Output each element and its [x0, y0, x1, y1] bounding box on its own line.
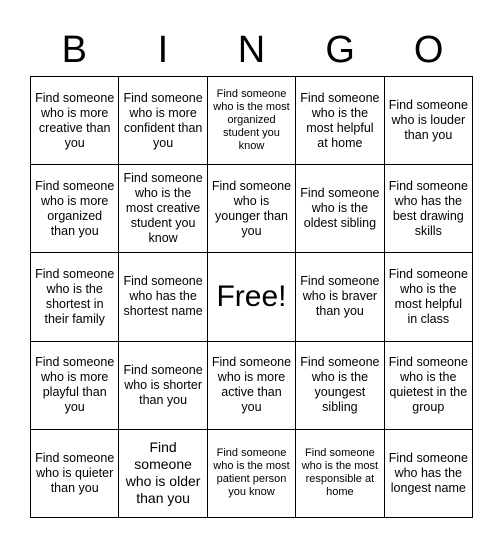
cell-text: Find someone who has the longest name — [388, 450, 468, 495]
bingo-cell[interactable] — [208, 342, 296, 430]
cell-text: Find someone who is quieter than you — [35, 450, 115, 495]
bingo-cell[interactable] — [385, 253, 473, 341]
bingo-cell[interactable] — [296, 165, 384, 253]
cell-text: Find someone who is the most responsible at home — [301, 447, 379, 499]
bingo-cell[interactable] — [385, 165, 473, 253]
bingo-cell[interactable] — [119, 77, 207, 165]
free-space-cell[interactable] — [208, 253, 296, 341]
header-letter-g: G — [325, 28, 355, 71]
bingo-cell[interactable] — [296, 342, 384, 430]
bingo-cell[interactable] — [119, 165, 207, 253]
bingo-cell[interactable] — [208, 430, 296, 518]
cell-text: Find someone who is more active than you — [211, 355, 292, 415]
cell-text: Find someone who is the shortest in their family — [35, 266, 115, 326]
bingo-cell[interactable] — [31, 77, 119, 165]
cell-text: Find someone who is younger than you — [211, 178, 292, 238]
bingo-cell[interactable] — [119, 430, 207, 518]
bingo-board — [30, 76, 473, 518]
cell-text: Find someone who is the most patient person you know — [213, 447, 290, 499]
cell-text: Find someone who is more confident than you — [123, 90, 203, 150]
bingo-cell[interactable] — [119, 342, 207, 430]
bingo-cell[interactable] — [208, 165, 296, 253]
bingo-cell[interactable] — [31, 165, 119, 253]
bingo-cell[interactable] — [385, 77, 473, 165]
cell-text: Find someone who has the best drawing skills — [388, 178, 468, 238]
cell-text: Find someone who is the oldest sibling — [300, 186, 380, 231]
cell-text: Find someone who is braver than you — [300, 274, 380, 319]
cell-text: Find someone who is the most organized student you know — [213, 88, 290, 153]
bingo-cell[interactable] — [385, 342, 473, 430]
bingo-cell[interactable] — [31, 430, 119, 518]
cell-text: Find someone who is the most creative student you know — [123, 171, 203, 246]
bingo-cell[interactable] — [31, 342, 119, 430]
cell-text: Find someone who has the shortest name — [123, 274, 203, 319]
bingo-cell[interactable] — [296, 430, 384, 518]
cell-text: Find someone who is more creative than you — [35, 90, 115, 150]
cell-text: Find someone who is shorter than you — [123, 362, 203, 407]
cell-text: Find someone who is louder than you — [388, 98, 468, 143]
header-letter-b: B — [61, 28, 87, 71]
header-letter-i: I — [157, 28, 169, 71]
cell-text: Find someone who is the quietest in the group — [388, 355, 468, 415]
bingo-header — [30, 24, 473, 76]
cell-text: Find someone who is the most helpful at home — [300, 90, 380, 150]
bingo-cell[interactable] — [296, 253, 384, 341]
cell-text: Find someone who is more playful than you — [35, 355, 115, 415]
cell-text: Find someone who is the most helpful in class — [388, 266, 468, 326]
bingo-cell[interactable] — [31, 253, 119, 341]
cell-text: Find someone who is older than you — [125, 439, 201, 507]
header-letter-o: O — [413, 28, 444, 71]
bingo-cell[interactable] — [385, 430, 473, 518]
free-space-label: Free! — [216, 279, 287, 313]
bingo-cell[interactable] — [296, 77, 384, 165]
bingo-cell[interactable] — [119, 253, 207, 341]
cell-text: Find someone who is the youngest sibling — [300, 355, 380, 415]
bingo-cell[interactable] — [208, 77, 296, 165]
cell-text: Find someone who is more organized than you — [35, 178, 115, 238]
header-letter-n: N — [237, 28, 266, 71]
